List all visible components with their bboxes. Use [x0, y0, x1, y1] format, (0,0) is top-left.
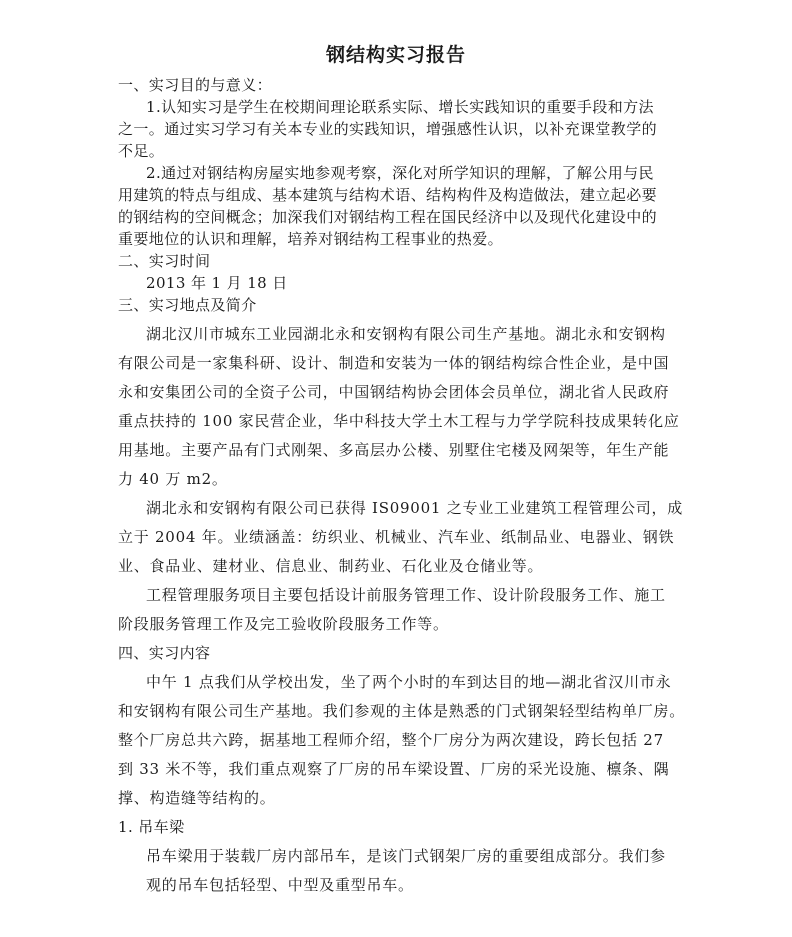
s4-p1-line-2: 和安钢构有限公司生产基地。我们参观的主体是熟悉的门式钢架轻型结构单厂房。	[118, 702, 686, 720]
s3-p1-line-5: 用基地。主要产品有门式刚架、多高层办公楼、别墅住宅楼及网架等，年生产能	[118, 441, 670, 459]
s3-p1-line-6: 力 40 万 m2。	[118, 470, 228, 488]
s1-p1-line-1: 1.认知实习是学生在校期间理论联系实际、增长实践知识的重要手段和方法	[146, 98, 654, 116]
document-title: 钢结构实习报告	[325, 44, 466, 66]
s3-p2-line-2: 立于 2004 年。业绩涵盖：纺织业、机械业、汽车业、纸制品业、电器业、钢铁	[118, 528, 675, 546]
section-1-heading: 一、实习目的与意义：	[118, 76, 273, 94]
s1-p2-line-4: 重要地位的认识和理解，培养对钢结构工程事业的热爱。	[118, 230, 504, 248]
s4-p1-line-4: 到 33 米不等，我们重点观察了厂房的吊车梁设置、厂房的采光设施、檩条、隅	[118, 760, 670, 778]
s3-p1-line-3: 永和安集团公司的全资子公司，中国钢结构协会团体会员单位，湖北省人民政府	[118, 383, 670, 401]
s1-p1-line-2: 之一。通过实习学习有关本专业的实践知识，增强感性认识，以补充课堂教学的	[118, 120, 658, 138]
s3-p3-line-2: 阶段服务管理工作及完工验收阶段服务工作等。	[118, 615, 449, 633]
section-3-heading: 三、实习地点及简介	[118, 296, 257, 314]
s3-p3-line-1: 工程管理服务项目主要包括设计前服务管理工作、设计阶段服务工作、施工	[146, 586, 666, 604]
s4-p1-line-1: 中午 1 点我们从学校出发，坐了两个小时的车到达目的地—湖北省汉川市永	[146, 673, 672, 691]
s3-p2-line-1: 湖北永和安钢构有限公司已获得 IS09001 之专业工业建筑工程管理公司，成	[146, 499, 683, 517]
section-2-heading: 二、实习时间	[118, 252, 211, 270]
subsection-crane-beam-heading: 1. 吊车梁	[118, 818, 185, 836]
s3-p1-line-4: 重点扶持的 100 家民营企业，华中科技大学土木工程与力学学院科技成果转化应	[118, 412, 680, 430]
s1-p2-line-2: 用建筑的特点与组成、基本建筑与结构术语、结构构件及构造做法，建立起必要	[118, 186, 658, 204]
s3-p1-line-2: 有限公司是一家集科研、设计、制造和安装为一体的钢结构综合性企业，是中国	[118, 354, 670, 372]
s1-p1-line-3: 不足。	[118, 142, 165, 160]
s4-p1-line-3: 整个厂房总共六跨，据基地工程师介绍，整个厂房分为两次建设，跨长包括 27	[118, 731, 664, 749]
section-4-heading: 四、实习内容	[118, 644, 211, 662]
s1-p2-line-1: 2.通过对钢结构房屋实地参观考察，深化对所学知识的理解，了解公用与民	[146, 164, 654, 182]
s1-p2-line-3: 的钢结构的空间概念；加深我们对钢结构工程在国民经济中以及现代化建设中的	[118, 208, 658, 226]
s3-p1-line-1: 湖北汉川市城东工业园湖北永和安钢构有限公司生产基地。湖北永和安钢构	[146, 325, 666, 343]
s4-p1-line-5: 撑、构造缝等结构的。	[118, 789, 276, 807]
s4-sub1-line-1: 吊车梁用于装载厂房内部吊车，是该门式钢架厂房的重要组成部分。我们参	[146, 847, 666, 865]
internship-date: 2013 年 1 月 18 日	[146, 274, 288, 292]
s3-p2-line-3: 业、食品业、建材业、信息业、制药业、石化业及仓储业等。	[118, 557, 544, 575]
s4-sub1-line-2: 观的吊车包括轻型、中型及重型吊车。	[146, 876, 414, 894]
